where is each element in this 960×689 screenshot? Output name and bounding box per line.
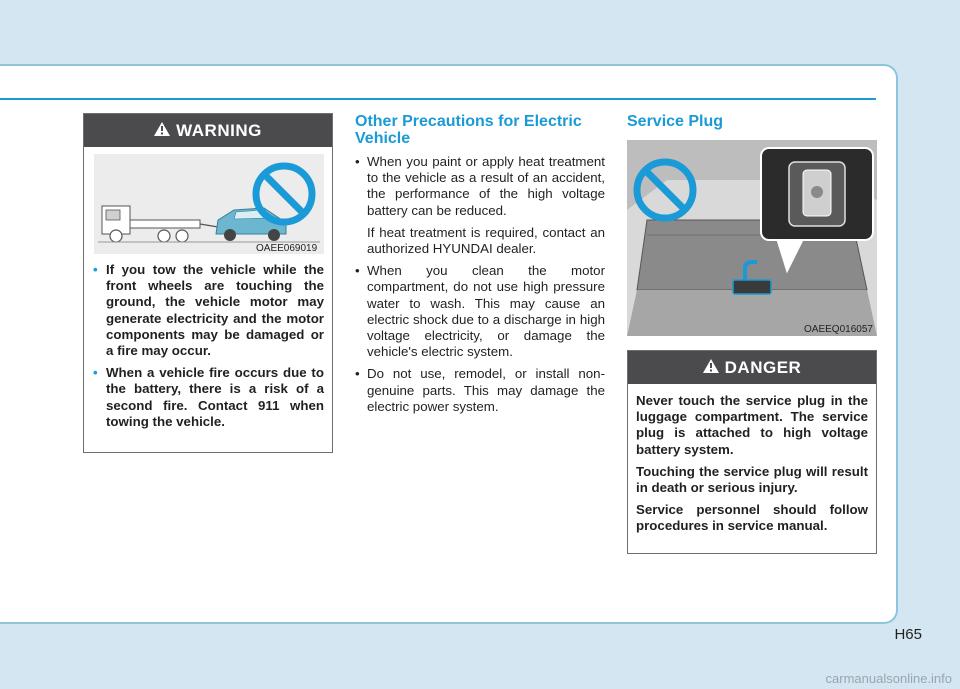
- warning-item-text: If you tow the vehicle while the front wheels are touching the ground, the vehicle motor may generate electricity and the motor components may be damaged or a fire may occur.: [106, 262, 324, 359]
- warning-title: WARNING: [176, 120, 262, 140]
- precaution-text: When you clean the motor compartment, do not use high pressure water to wash. This may cause an electric shock due to a discharge in high voltage electricity, or damage the vehicle's electric system.: [367, 263, 605, 360]
- precaution-note: If heat treatment is required, contact an authorized HYUNDAI dealer.: [367, 224, 605, 257]
- danger-paragraph: Touching the service plug will result in death or serious injury.: [636, 463, 868, 496]
- bullet-dot: •: [355, 154, 360, 169]
- luggage-compartment-illustration: [627, 140, 877, 336]
- tow-truck-illustration: [94, 154, 324, 254]
- danger-title: DANGER: [724, 357, 802, 377]
- tow-figure-code: OAEE069019: [256, 243, 318, 254]
- header-rule: [0, 98, 876, 100]
- precautions-list: [355, 154, 605, 421]
- warning-box: [83, 113, 333, 453]
- warning-item: [92, 365, 324, 430]
- bullet-dot: •: [355, 263, 360, 279]
- bullet-dot: •: [93, 262, 98, 277]
- page-number: H65: [894, 626, 922, 643]
- bullet-dot: •: [355, 366, 360, 382]
- danger-header: [628, 351, 876, 384]
- service-plug-heading: Service Plug: [627, 113, 724, 130]
- other-precautions-heading: Other Precautions for Electric Vehicle: [355, 113, 582, 147]
- warning-item: [92, 262, 324, 359]
- precaution-item: [355, 263, 605, 360]
- precaution-text: When you paint or apply heat treatment to the vehicle as a result of an accident, the performance of the high voltage battery can be reduced.: [367, 154, 605, 218]
- precaution-text: Do not use, remodel, or install non-genuine parts. This may damage the electric power system.: [367, 366, 605, 414]
- warning-triangle-icon: [703, 358, 719, 378]
- danger-box: [627, 350, 877, 554]
- precaution-item: [355, 154, 605, 257]
- danger-paragraph: Service personnel should follow procedures in service manual.: [636, 502, 868, 534]
- warning-triangle-icon: [154, 121, 170, 141]
- warning-item-text: When a vehicle fire occurs due to the battery, there is a risk of a second fire. Contact 911 when towing the vehicle.: [106, 365, 324, 429]
- danger-paragraph: Never touch the service plug in the luggage compartment. The service plug is attached to high voltage battery system.: [636, 393, 868, 457]
- bullet-dot: •: [93, 365, 98, 381]
- service-plug-figure-code: OAEEQ016057: [804, 324, 873, 335]
- danger-text: [636, 393, 868, 541]
- precaution-item: [355, 366, 605, 415]
- warning-header: [84, 114, 332, 147]
- watermark: carmanualsonline.info: [825, 671, 952, 686]
- warning-list: [92, 262, 324, 436]
